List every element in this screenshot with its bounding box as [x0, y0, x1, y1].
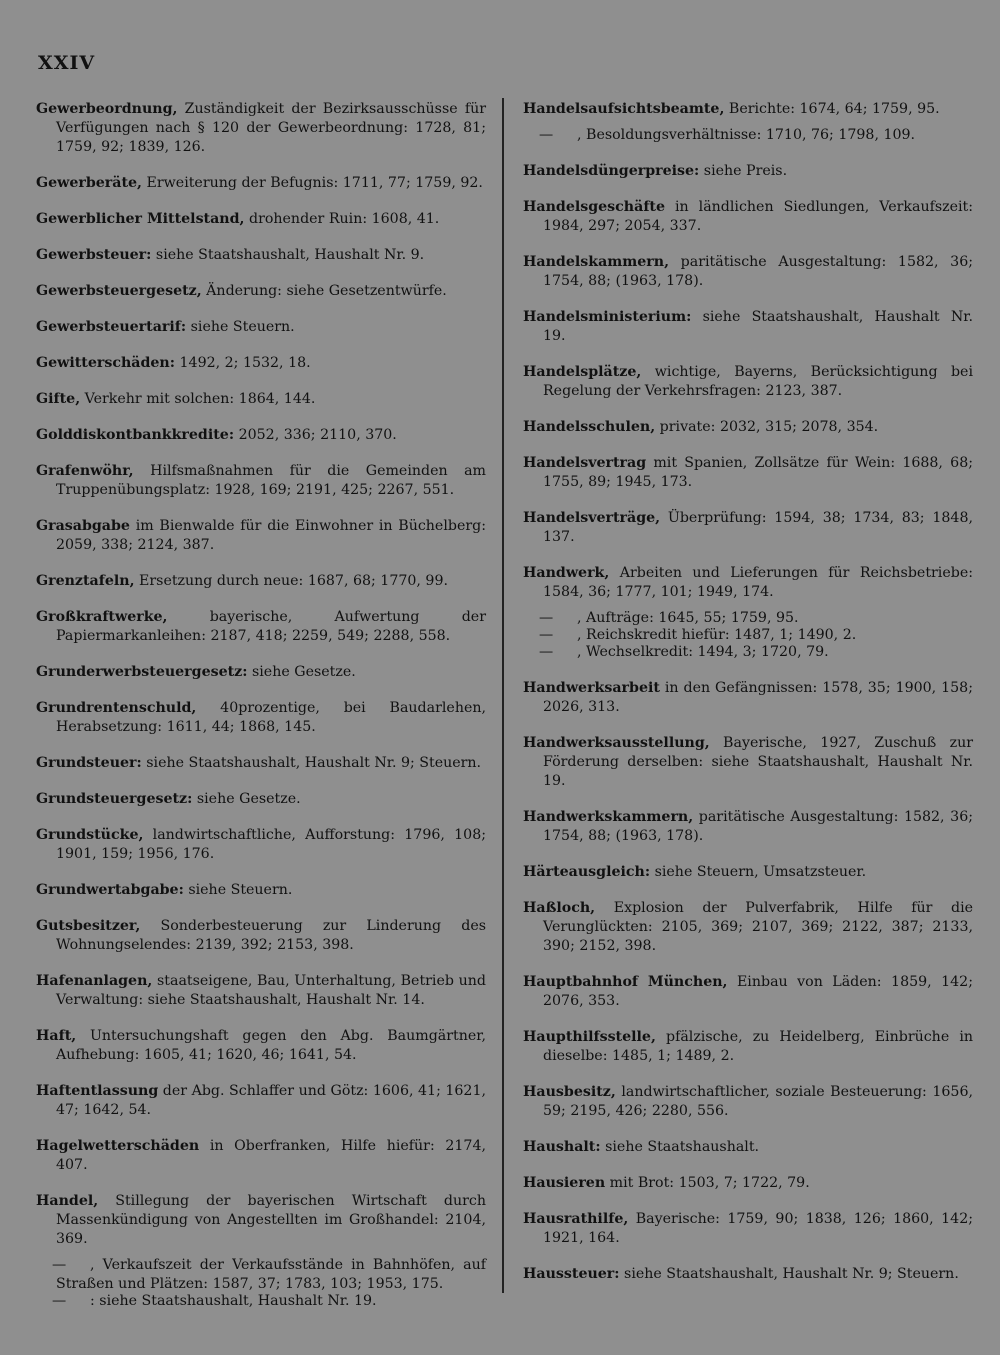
- entry-heading: Handwerksarbeit: [523, 680, 660, 696]
- index-entry: [523, 564, 973, 602]
- index-column-left: [36, 100, 486, 1328]
- index-entry: [36, 1082, 486, 1120]
- entry-heading: Grundwertabgabe:: [36, 882, 184, 898]
- index-entry: [523, 1210, 973, 1248]
- index-column-right: [523, 100, 973, 1301]
- subentry-text: , Aufträge: 1645, 55; 1759, 95.: [577, 610, 799, 626]
- entry-text: Bayerische, 1927, Zuschuß zur Förderung derselben: siehe Staatshaushalt, Haushalt Nr. 19.: [543, 735, 973, 789]
- entry-text: pfälzische, zu Heidelberg, Einbrüche in dieselbe: 1485, 1; 1489, 2.: [543, 1029, 973, 1064]
- entry-text: siehe Preis.: [699, 163, 788, 179]
- index-entry: [36, 572, 486, 591]
- entry-text: 40prozentige, bei Baudarlehen, Herabsetzung: 1611, 44; 1868, 145.: [56, 700, 486, 735]
- entry-heading: Handwerksausstellung,: [523, 735, 710, 751]
- entry-heading: Handelsverträge,: [523, 510, 661, 526]
- entry-text: in ländlichen Siedlungen, Verkaufszeit: 1984, 297; 2054, 337.: [543, 199, 973, 234]
- entry-heading: Haßloch,: [523, 900, 596, 916]
- entry-text: siehe Staatshaushalt, Haushalt Nr. 9.: [151, 247, 425, 263]
- index-entry: [36, 790, 486, 809]
- entry-text: siehe Staatshaushalt, Haushalt Nr. 19.: [543, 309, 973, 344]
- entry-text: siehe Staatshaushalt, Haushalt Nr. 9; Steuern.: [141, 755, 482, 771]
- index-entry: [523, 679, 973, 717]
- entry-heading: Grafenwöhr,: [36, 463, 134, 479]
- entry-text: siehe Staatshaushalt, Haushalt Nr. 9; Steuern.: [619, 1266, 959, 1282]
- subentry-text: , Verkaufszeit der Verkaufsstände in Bahnhöfen, auf Straßen und Plätzen: 1587, 37; 1783, 103; 1953, 175.: [56, 1257, 486, 1292]
- entry-heading: Grundrentenschuld,: [36, 700, 197, 716]
- subentry-dash: —: [539, 610, 554, 626]
- entry-heading: Handelsgeschäfte: [523, 199, 665, 215]
- entry-heading: Haftentlassung: [36, 1083, 159, 1099]
- entry-text: Untersuchungshaft gegen den Abg. Baumgärtner, Aufhebung: 1605, 41; 1620, 46; 1641, 54.: [56, 1028, 486, 1063]
- index-subentry: [36, 1256, 486, 1294]
- entry-text: Arbeiten und Lieferungen für Reichsbetriebe: 1584, 36; 1777, 101; 1949, 174.: [543, 565, 973, 600]
- subentry-text: : siehe Staatshaushalt, Haushalt Nr. 19.: [90, 1293, 377, 1309]
- page-number: XXIV: [38, 52, 96, 74]
- entry-heading: Grenztafeln,: [36, 573, 135, 589]
- entry-text: in Oberfranken, Hilfe hiefür: 2174, 407.: [56, 1138, 486, 1173]
- entry-text: Überprüfung: 1594, 38; 1734, 83; 1848, 137.: [543, 510, 973, 545]
- index-entry: [36, 318, 486, 337]
- index-subentry: [36, 1292, 486, 1311]
- entry-text: mit Brot: 1503, 7; 1722, 79.: [605, 1175, 810, 1191]
- entry-heading: Hausbesitz,: [523, 1084, 616, 1100]
- entry-heading: Gewerberäte,: [36, 175, 142, 191]
- entry-heading: Gifte,: [36, 391, 81, 407]
- index-entry: [36, 100, 486, 157]
- entry-text: Berichte: 1674, 64; 1759, 95.: [724, 101, 940, 117]
- entry-heading: Handel,: [36, 1193, 99, 1209]
- entry-text: siehe Gesetze.: [247, 664, 356, 680]
- entry-text: Sonderbesteuerung zur Linderung des Wohnungselendes: 2139, 392; 2153, 398.: [56, 918, 486, 953]
- index-entry: [36, 1137, 486, 1175]
- entry-text: Stillegung der bayerischen Wirtschaft durch Massenkündigung von Angestellten im Großhandel: 2104, 369.: [56, 1193, 486, 1247]
- subentry-dash: —: [52, 1257, 67, 1273]
- index-entry: [36, 699, 486, 737]
- index-entry: [36, 917, 486, 955]
- entry-heading: Gewerbsteuer:: [36, 247, 152, 263]
- subentry-text: , Besoldungsverhältnisse: 1710, 76; 1798, 109.: [577, 127, 916, 143]
- index-entry: [523, 509, 973, 547]
- entry-text: staatseigene, Bau, Unterhaltung, Betrieb und Verwaltung: siehe Staatshaushalt, Haushalt Nr. 14.: [56, 973, 486, 1008]
- entry-heading: Handelsschulen,: [523, 419, 656, 435]
- entry-heading: Haupthilfsstelle,: [523, 1029, 656, 1045]
- entry-text: in den Gefängnissen: 1578, 35; 1900, 158; 2026, 313.: [543, 680, 973, 715]
- entry-heading: Hagelwetterschäden: [36, 1138, 200, 1154]
- index-entry: [36, 246, 486, 265]
- entry-text: wichtige, Bayerns, Berücksichtigung bei Regelung der Verkehrsfragen: 2123, 387.: [543, 364, 973, 399]
- index-entry: [523, 973, 973, 1011]
- subentry-dash: —: [539, 644, 554, 660]
- entry-heading: Handelsaufsichtsbeamte,: [523, 101, 725, 117]
- entry-text: Änderung: siehe Gesetzentwürfe.: [201, 283, 447, 299]
- entry-text: Hilfsmaßnahmen für die Gemeinden am Truppenübungsplatz: 1928, 169; 2191, 425; 2267, 551.: [56, 463, 486, 498]
- entry-text: Explosion der Pulverfabrik, Hilfe für die Verunglückten: 2105, 369; 2107, 369; 2122, 387; 2133, 390; 2152, 398.: [543, 900, 973, 954]
- index-subentry: [523, 643, 973, 662]
- entry-text: der Abg. Schlaffer und Götz: 1606, 41; 1621, 47; 1642, 54.: [56, 1083, 486, 1118]
- entry-heading: Grundsteuergesetz:: [36, 791, 193, 807]
- index-entry: [36, 390, 486, 409]
- entry-text: Zuständigkeit der Bezirksausschüsse für Verfügungen nach § 120 der Gewerbeordnung: 1728, 81; 1759, 92; 1839, 126.: [56, 101, 486, 155]
- entry-heading: Grundstücke,: [36, 827, 144, 843]
- entry-text: Erweiterung der Befugnis: 1711, 77; 1759, 92.: [142, 175, 483, 191]
- entry-text: siehe Steuern.: [186, 319, 295, 335]
- index-entry: [523, 363, 973, 401]
- column-divider: [502, 98, 504, 1293]
- entry-text: Bayerische: 1759, 90; 1838, 126; 1860, 142; 1921, 164.: [543, 1211, 973, 1246]
- entry-heading: Haushalt:: [523, 1139, 601, 1155]
- entry-text: private: 2032, 315; 2078, 354.: [655, 419, 879, 435]
- index-entry: [36, 663, 486, 682]
- entry-heading: Hafenanlagen,: [36, 973, 153, 989]
- index-entry: [36, 608, 486, 646]
- entry-text: siehe Gesetze.: [192, 791, 301, 807]
- entry-text: paritätische Ausgestaltung: 1582, 36; 1754, 88; (1963, 178).: [543, 254, 973, 289]
- index-entry: [523, 1083, 973, 1121]
- subentry-dash: —: [539, 127, 554, 143]
- index-entry: [36, 462, 486, 500]
- index-entry: [523, 863, 973, 882]
- entry-text: landwirtschaftlicher, soziale Besteuerung: 1656, 59; 2195, 426; 2280, 556.: [543, 1084, 973, 1119]
- index-entry: [36, 881, 486, 900]
- index-entry: [523, 808, 973, 846]
- index-entry: [523, 899, 973, 956]
- entry-text: 2052, 336; 2110, 370.: [234, 427, 397, 443]
- index-subentry: [523, 126, 973, 145]
- entry-text: drohender Ruin: 1608, 41.: [244, 211, 440, 227]
- entry-heading: Hausrathilfe,: [523, 1211, 629, 1227]
- entry-text: mit Spanien, Zollsätze für Wein: 1688, 68; 1755, 89; 1945, 173.: [543, 455, 973, 490]
- index-entry: [36, 210, 486, 229]
- index-entry: [36, 517, 486, 555]
- index-entry: [523, 1028, 973, 1066]
- entry-text: siehe Steuern.: [183, 882, 293, 898]
- index-entry: [523, 1174, 973, 1193]
- index-entry: [36, 426, 486, 445]
- entry-heading: Hausieren: [523, 1175, 606, 1191]
- entry-heading: Handelskammern,: [523, 254, 670, 270]
- entry-heading: Handwerkskammern,: [523, 809, 694, 825]
- index-entry: [36, 1192, 486, 1249]
- index-entry: [523, 418, 973, 437]
- entry-text: siehe Steuern, Umsatzsteuer.: [650, 864, 867, 880]
- index-entry: [523, 454, 973, 492]
- index-entry: [36, 754, 486, 773]
- entry-heading: Grunderwerbsteuergesetz:: [36, 664, 248, 680]
- entry-heading: Gewerblicher Mittelstand,: [36, 211, 245, 227]
- entry-heading: Gewitterschäden:: [36, 355, 175, 371]
- index-entry: [523, 100, 973, 119]
- index-entry: [36, 282, 486, 301]
- entry-text: Einbau von Läden: 1859, 142; 2076, 353.: [543, 974, 973, 1009]
- entry-heading: Gewerbsteuergesetz,: [36, 283, 202, 299]
- entry-heading: Haft,: [36, 1028, 77, 1044]
- entry-heading: Hauptbahnhof München,: [523, 974, 728, 990]
- entry-heading: Großkraftwerke,: [36, 609, 168, 625]
- entry-heading: Gewerbsteuertarif:: [36, 319, 187, 335]
- entry-heading: Handelsdüngerpreise:: [523, 163, 700, 179]
- entry-heading: Handelsministerium:: [523, 309, 692, 325]
- entry-text: bayerische, Aufwertung der Papiermarkanleihen: 2187, 418; 2259, 549; 2288, 558.: [56, 609, 486, 644]
- index-entry: [523, 308, 973, 346]
- entry-text: 1492, 2; 1532, 18.: [175, 355, 311, 371]
- entry-text: im Bienwalde für die Einwohner in Büchelberg: 2059, 338; 2124, 387.: [56, 518, 486, 553]
- entry-text: landwirtschaftliche, Aufforstung: 1796, 108; 1901, 159; 1956, 176.: [56, 827, 486, 862]
- entry-heading: Handelsvertrag: [523, 455, 647, 471]
- subentry-text: , Wechselkredit: 1494, 3; 1720, 79.: [577, 644, 829, 660]
- subentry-text: , Reichskredit hiefür: 1487, 1; 1490, 2.: [577, 627, 857, 643]
- index-entry: [523, 253, 973, 291]
- entry-heading: Härteausgleich:: [523, 864, 651, 880]
- index-entry: [523, 1265, 973, 1284]
- index-entry: [36, 174, 486, 193]
- entry-text: Verkehr mit solchen: 1864, 144.: [80, 391, 316, 407]
- entry-text: Ersetzung durch neue: 1687, 68; 1770, 99.: [134, 573, 448, 589]
- entry-heading: Grasabgabe: [36, 518, 130, 534]
- entry-heading: Handelsplätze,: [523, 364, 642, 380]
- index-entry: [36, 354, 486, 373]
- index-entry: [36, 1027, 486, 1065]
- entry-heading: Haussteuer:: [523, 1266, 620, 1282]
- index-entry: [523, 1138, 973, 1157]
- entry-text: siehe Staatshaushalt.: [600, 1139, 760, 1155]
- index-entry: [523, 162, 973, 181]
- index-entry: [36, 972, 486, 1010]
- entry-text: paritätische Ausgestaltung: 1582, 36; 1754, 88; (1963, 178).: [543, 809, 973, 844]
- index-entry: [36, 826, 486, 864]
- index-entry: [523, 734, 973, 791]
- entry-heading: Gewerbeordnung,: [36, 101, 178, 117]
- subentry-dash: —: [539, 627, 554, 643]
- index-entry: [523, 198, 973, 236]
- entry-heading: Gutsbesitzer,: [36, 918, 141, 934]
- entry-heading: Grundsteuer:: [36, 755, 142, 771]
- entry-heading: Handwerk,: [523, 565, 610, 581]
- subentry-dash: —: [52, 1293, 67, 1309]
- entry-heading: Golddiskontbankkredite:: [36, 427, 235, 443]
